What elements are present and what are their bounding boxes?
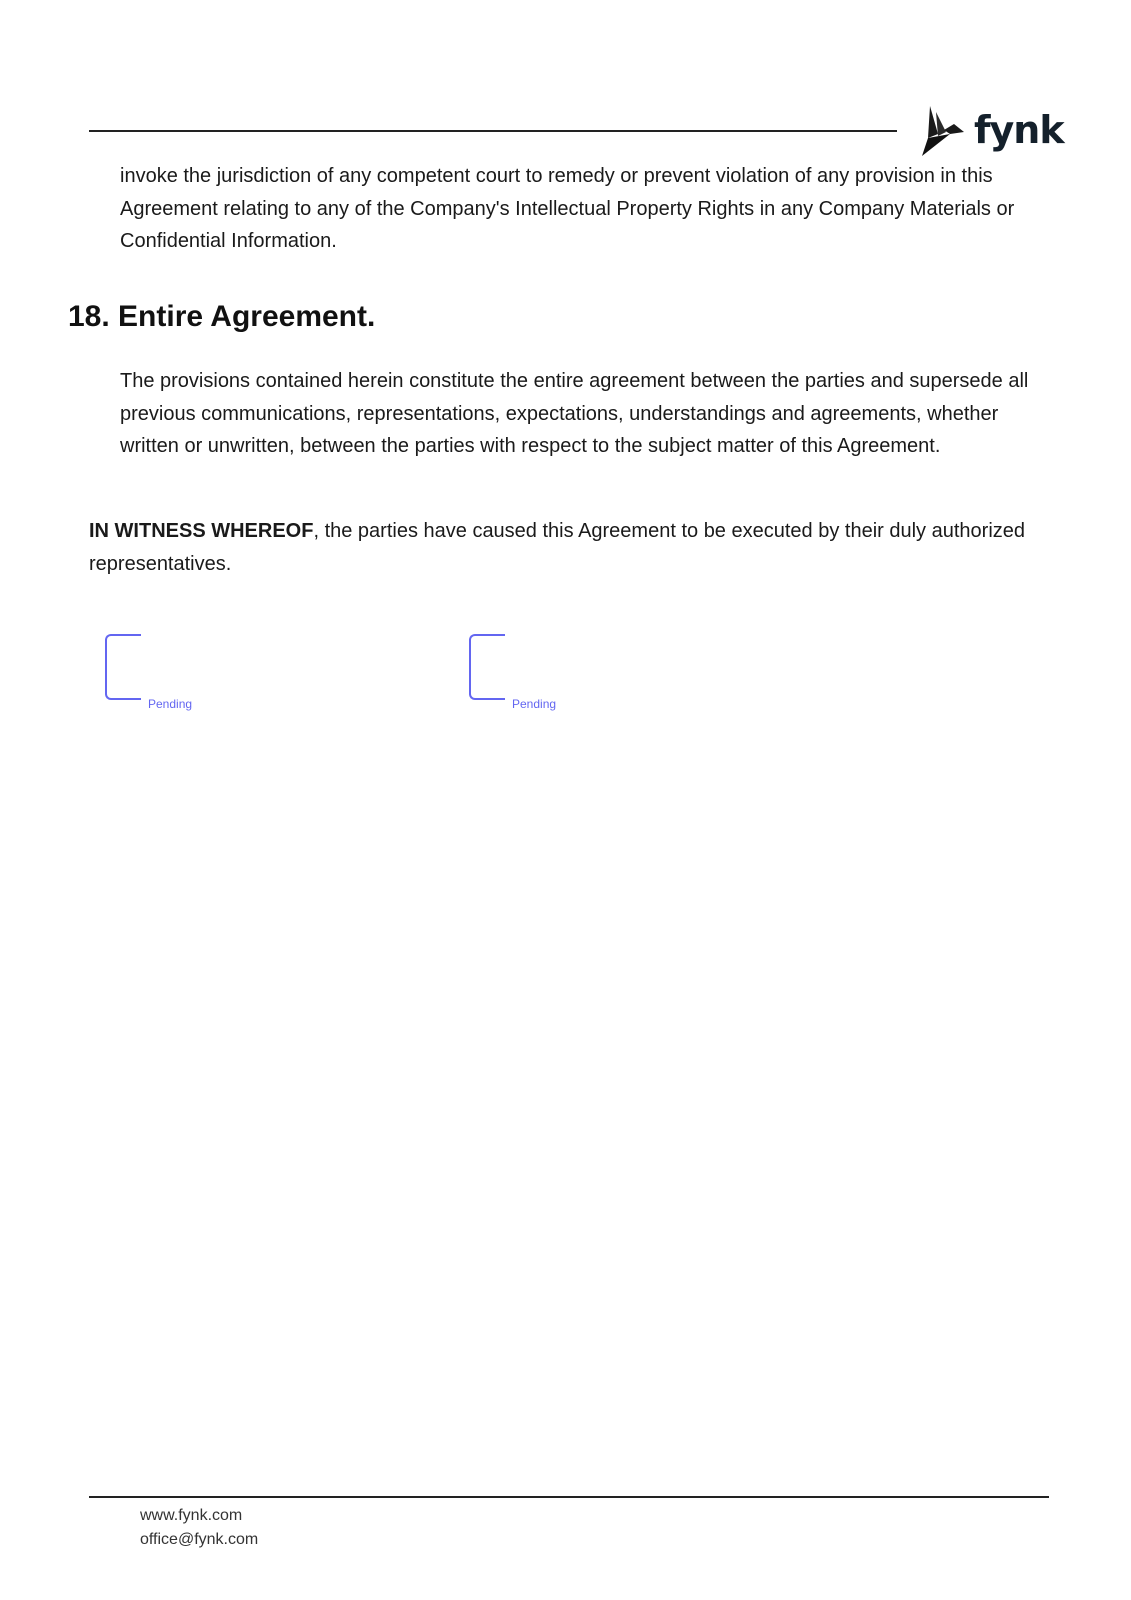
signature-field-2[interactable] bbox=[469, 634, 505, 700]
footer-email[interactable]: office@fynk.com bbox=[140, 1531, 259, 1548]
header-divider bbox=[89, 130, 897, 132]
signature-status-1: Pending bbox=[148, 697, 193, 711]
witness-clause bbox=[89, 515, 1049, 580]
continued-paragraph: invoke the jurisdiction of any competent court to remedy or prevent violation of any provision in this Agreement relating to any of the Company's Intellectual Property Rights in any Company Materials or Confidential Information. bbox=[120, 165, 1015, 252]
signature-status-2: Pending bbox=[512, 697, 557, 711]
witness-bold: IN WITNESS WHEREOF bbox=[89, 520, 314, 542]
section-paragraph: The provisions contained herein constitute the entire agreement between the parties and supersede all previous communications, representations, expectations, understandings and agreements, whether written or unwritten, between the parties with respect to the subject matter of this Agreement. bbox=[120, 370, 1029, 457]
footer-divider bbox=[89, 1496, 1049, 1498]
brand-name: fynk bbox=[974, 108, 1064, 152]
brand-logo bbox=[920, 104, 1064, 156]
bird-origami-icon bbox=[920, 104, 968, 156]
footer-website[interactable]: www.fynk.com bbox=[140, 1507, 243, 1524]
section-heading: 18. Entire Agreement. bbox=[68, 300, 376, 333]
witness-text: , the parties have caused this Agreement to be executed by their duly authorized representatives. bbox=[89, 520, 1026, 575]
signature-field-1[interactable] bbox=[105, 634, 141, 700]
